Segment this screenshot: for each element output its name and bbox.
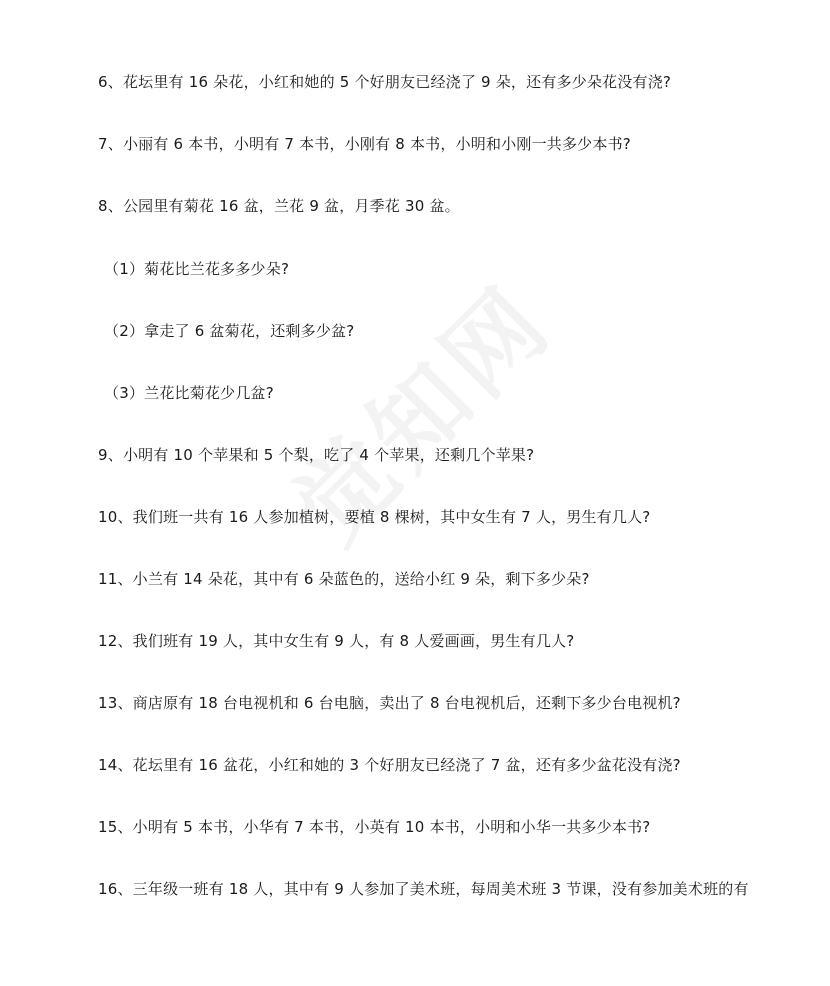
problem-11: 11、小兰有 14 朵花，其中有 6 朵蓝色的，送给小红 9 朵，剩下多少朵? (98, 570, 590, 588)
problem-8: 8、公园里有菊花 16 盆，兰花 9 盆，月季花 30 盆。 (98, 197, 460, 215)
problem-14: 14、花坛里有 16 盆花，小红和她的 3 个好朋友已经浇了 7 盆，还有多少盆花没有浇? (98, 756, 681, 774)
problem-12: 12、我们班有 19 人，其中女生有 9 人，有 8 人爱画画，男生有几人? (98, 632, 575, 650)
problem-16: 16、三年级一班有 18 人，其中有 9 人参加了美术班，每周美术班 3 节课，没有参加美术班的有 (98, 880, 749, 898)
problem-13: 13、商店原有 18 台电视机和 6 台电脑，卖出了 8 台电视机后，还剩下多少台电视机? (98, 694, 681, 712)
problem-8-part-1: （1）菊花比兰花多多少朵? (104, 260, 290, 278)
problem-6: 6、花坛里有 16 朵花，小红和她的 5 个好朋友已经浇了 9 朵，还有多少朵花没有浇? (98, 73, 672, 91)
problem-8-part-2: （2）拿走了 6 盆菊花，还剩多少盆? (104, 322, 355, 340)
problem-7: 7、小丽有 6 本书，小明有 7 本书，小刚有 8 本书，小明和小刚一共多少本书? (98, 135, 631, 153)
problem-15: 15、小明有 5 本书，小华有 7 本书，小英有 10 本书，小明和小华一共多少本书? (98, 818, 651, 836)
problem-10: 10、我们班一共有 16 人参加植树，要植 8 棵树，其中女生有 7 人，男生有几人? (98, 508, 651, 526)
problem-8-part-3: （3）兰花比菊花少几盆? (104, 384, 274, 402)
problem-9: 9、小明有 10 个苹果和 5 个梨，吃了 4 个苹果，还剩几个苹果? (98, 446, 535, 464)
